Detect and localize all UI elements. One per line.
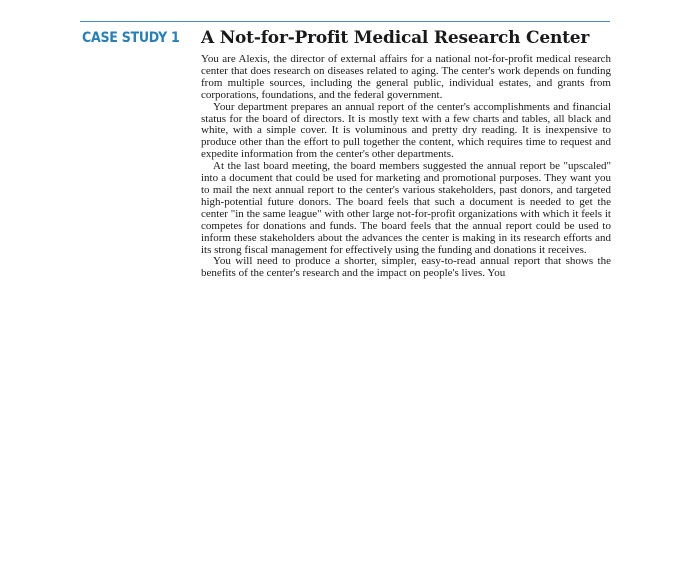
top-rule xyxy=(80,21,610,22)
paragraph-task: You will need to produce a shorter, simpler, easy-to-read annual report that shows the benefits of the center's research and the impact on people's lives. You xyxy=(201,255,611,280)
case-study-label: CASE STUDY 1 xyxy=(82,30,180,46)
case-study-body xyxy=(201,54,611,280)
case-study-title: A Not-for-Profit Medical Research Center xyxy=(201,28,590,48)
paragraph-intro: You are Alexis, the director of external affairs for a national not-for-profit medical research center that does research on diseases related to aging. The center's work depends on funding from multiple sources, including the general public, individual estates, and grants from corporations, foundations, and the federal government. xyxy=(201,53,611,101)
paragraph-board-meeting: At the last board meeting, the board members suggested the annual report be "upscaled" into a document that could be used for marketing and promotional purposes. They want you to mail the next annual report to the center's various stakeholders, past donors, and targeted high-potential future donors. The board feels that such a document is needed to get the center "in the same league" with other large not-for-profit organizations with which it feels it competes for donations and funds. The board feels that the annual report could be used to inform these stakeholders about the advances the center is making in its research efforts and its strong fiscal management for effectively using the funding and donations it receives. xyxy=(201,160,611,256)
paragraph-annual-report: Your department prepares an annual report of the center's accomplishments and financial status for the board of directors. It is mostly text with a few charts and tables, all black and white, with a simple cover. It is voluminous and pretty dry reading. It is inexpensive to produce other than the effort to pull together the content, which requires time to request and expedite information from the center's other departments. xyxy=(201,100,611,161)
